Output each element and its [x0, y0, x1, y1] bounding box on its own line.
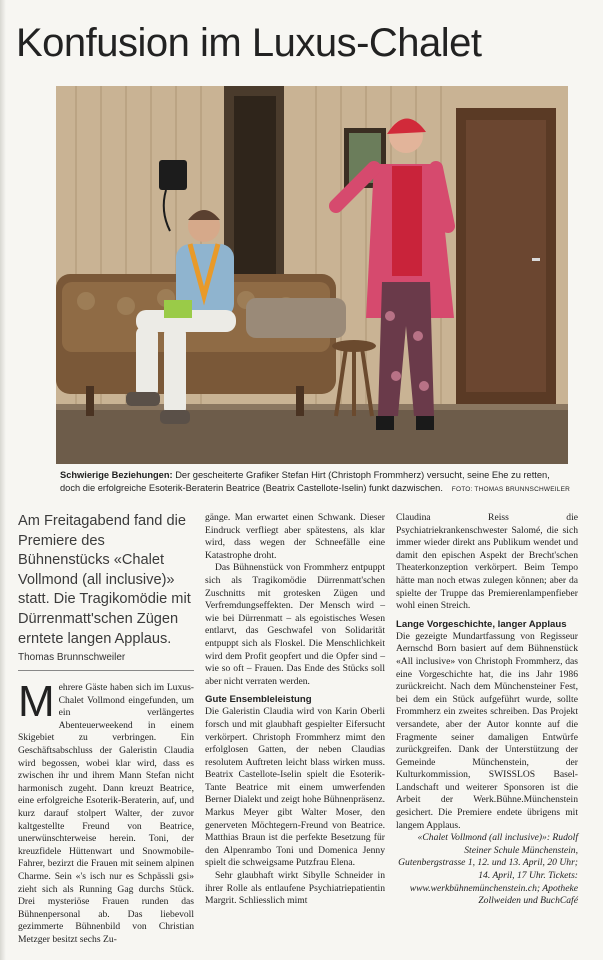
article-column-2: [205, 512, 385, 908]
page-edge-shadow: [0, 0, 6, 960]
column-3-paragraph-1: Claudina Reiss die Psychiatriekrankenschwester Salomé, die sich immer wieder direkt ans Publikum wendet und damit den epischen Aspekt der Brecht'schen Theaterkonzeption verkörpert. Beim Tempo hätte man noch etwas zulegen können; aber da spielte der Truppe das Premierenlampenfieber wohl einen Streich.: [396, 512, 578, 612]
article-author: Thomas Brunnschweiler: [18, 652, 194, 671]
photo-caption: [60, 469, 570, 496]
column-2-paragraph-1: gänge. Man erwartet einen Schwank. Dieser Eindruck verfliegt aber spätestens, als klar wird, dass wegen der Schneefälle eine Katastrophe droht.: [205, 512, 385, 561]
caption-text: Der gescheiterte Grafiker Stefan Hirt (Christoph Frommherz) versucht, seine Ehe zu retten, doch die erfolgreiche Esoterik-Beraterin Beatrice (Beatrix Castellote-Iselin) funkt dazwischen.: [60, 470, 550, 493]
stage-photo: [56, 86, 568, 464]
column-2-paragraph-4: Sehr glaubhaft wirkt Sibylle Schneider in ihrer Rolle als entlaufene Psychiatriepatientin Margrit. Schliesslich mimt: [205, 870, 385, 907]
article-headline: Konfusion im Luxus-Chalet: [16, 21, 482, 65]
caption-lead: Schwierige Beziehungen:: [60, 470, 173, 480]
column-3-paragraph-2: Die gezeigte Mundartfassung von Regisseur Aernschd Born basiert auf dem Bühnenstück «All inclusive» von Christoph Frommherz, das eine Vorgeschichte hat, die ins Jahr 1986 zurückreicht. Nach dem Münchensteiner Fest, bei dem ein Stück aufgeführt wurde, sollte Frommherz ein zweites schreiben. Das Projekt versandete, aber der Autor konnte auf die Fragmente seiner damaligen Entwürfe zurückgreifen. Dank der Unterstützung der Gemeinde Münchenstein, der Kulturkommission, SWISSLOS Basel-Landschaft und weiterer Sponsoren ist die Arbeit der Werk.Bühne.Münchenstein gesichert. Die Premiere endete übrigens mit langem Applaus.: [396, 630, 578, 831]
column-2-paragraph-3: Die Galeristin Claudia wird von Karin Oberli forsch und mit glaubhaft gespielter Eifersucht verkörpert. Christoph Frommherz mimt den erfolglosen Gatten, der neben Claudias resolutem Auftreten leicht blass wirken muss. Beatrix Castellote-Iselin spielt die Esoterik-Tante Beatrice mit einem umwerfenden Berner Dialekt und zeigt hohe Bühnenpräsenz. Markus Meyer gibt Walter Moser, den generveten Möchtegern-Freund von Beatrice. Matthias Braun ist die perfekte Besetzung für den Alpenrambo Toni und Domenica Jenny spielt die schweigsame Putzfrau Elena.: [205, 706, 385, 869]
column-1-text: ehrere Gäste haben sich im Luxus-Chalet Vollmond eingefunden, um ein verlängertes Abenteuerweekend in einem Skigebiet zu verbringen. Ein Geschäftsabschluss der Galeristin Claudia wird begossen, wobei klar wird, dass es zwischen ihr und ihrem Mann Stefan nicht harmonisch zugeht. Dann kreuzt Beatrice, eine erfolgreiche Esoterik-Beraterin, auf, und kurz darauf stolpert Walter, der zuvor kaltgestellte Freund von Beatrice, unerwünschterweise herein. Toni, der kreuzfidele Hüttenwart und Snowmobile-Fahrer, bezirzt die Frauen mit seinem alpinen Charme. Sein «'s isch nur es Schpässli gsi» zieht sich als Running Gag durchs Stück. Drei mysteriöse Frauen runden das Bühnenpersonal ab. Das liebevoll gezimmerte Bühnenbild von Christian Metzger besitzt sechs Zu-: [18, 682, 194, 945]
event-info: «Chalet Vollmond (all inclusive)»: Rudolf Steiner Schule Münchenstein, Gutenbergstrasse 1, 12. und 13. April, 20 Uhr; 14. April, 17 Uhr. Tickets: www.werkbühnemünchenstein.ch; Apotheke Zollweiden und BuchCafé: [398, 832, 578, 907]
dropcap-letter: M: [18, 677, 55, 726]
article-column-1: [18, 677, 194, 946]
subhead-ensemble: Gute Ensembleleistung: [205, 694, 312, 706]
photo-credit: FOTO: THOMAS BRUNNSCHWEILER: [451, 485, 570, 493]
article-lead: Am Freitagabend fand die Premiere des Bühnenstücks «Chalet Vollmond (all inclusive)» statt. Die Tragikomödie mit Dürrenmatt'schen Zügen erntete langen Applaus.: [18, 513, 191, 647]
column-2-paragraph-2: Das Bühnenstück von Frommherz entpuppt sich als Tragikomödie Dürrenmatt'schen Zuschnitts mit grotesken Zügen und Verfremdungseffekten. Der Mensch wird – wie bei Dürrenmatt – als egoistisches Wesen entlarvt, das Geschwafel von Solidarität entpuppt sich als Floskel. Die Menschlichkeit wird dem Profit geopfert und die Opfer sind – wie so oft – Frauen. Das Ende des Stücks soll aber nicht verraten werden.: [205, 562, 385, 687]
stage-photo-illustration: [56, 86, 568, 464]
subhead-vorgeschichte: Lange Vorgeschichte, langer Applaus: [396, 618, 567, 630]
article-column-3: [396, 512, 578, 908]
